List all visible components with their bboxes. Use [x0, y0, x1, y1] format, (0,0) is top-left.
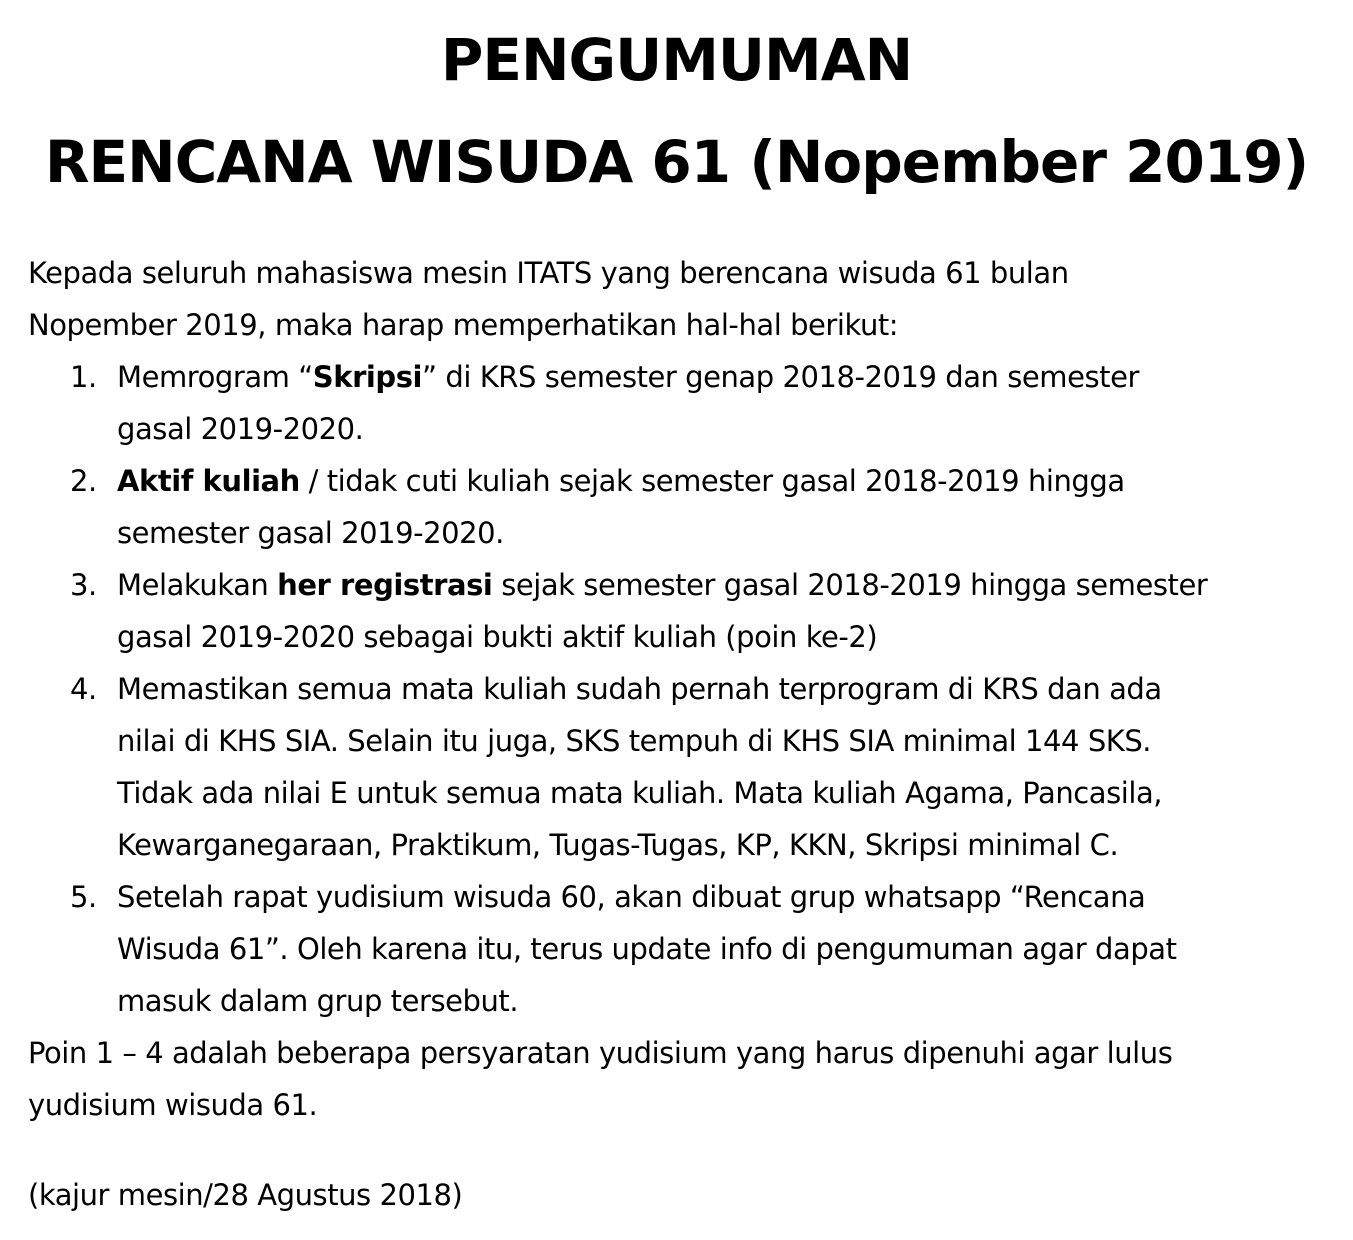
list-item-line: gasal 2019-2020.	[117, 412, 364, 446]
bold-term: Skripsi	[312, 360, 423, 394]
list-item-line: Memastikan semua mata kuliah sudah pernah terprogram di KRS dan ada	[117, 672, 1162, 706]
intro-line: Nopember 2019, maka harap memperhatikan hal-hal berikut:	[28, 308, 899, 342]
list-item-text	[117, 663, 1353, 871]
signature-line: (kajur mesin/28 Agustus 2018)	[28, 1178, 463, 1212]
list-item-text	[117, 559, 1353, 663]
bold-term: her registrasi	[277, 568, 493, 602]
list-item-line: semester gasal 2019-2020.	[117, 516, 504, 550]
list-item-line: Wisuda 61”. Oleh karena itu, terus update info di pengumuman agar dapat	[117, 932, 1177, 966]
list-number: 2.	[70, 464, 97, 498]
text-segment: Melakukan	[117, 568, 278, 602]
list-item	[0, 351, 1353, 455]
bold-term: Aktif kuliah	[117, 464, 300, 498]
list-item-line	[117, 559, 1353, 611]
closing-line: Poin 1 – 4 adalah beberapa persyaratan yudisium yang harus dipenuhi agar lulus	[28, 1036, 1173, 1070]
text-segment: / tidak cuti kuliah sejak semester gasal 2018-2019 hingga	[299, 464, 1125, 498]
list-item-line	[117, 455, 1353, 507]
announcement-heading: PENGUMUMAN	[440, 26, 913, 94]
list-item-line	[117, 351, 1353, 403]
list-item	[0, 455, 1353, 559]
list-item-line: Tidak ada nilai E untuk semua mata kuliah. Mata kuliah Agama, Pancasila,	[117, 776, 1163, 810]
list-number: 3.	[70, 568, 97, 602]
text-segment: ” di KRS semester genap 2018-2019 dan semester	[422, 360, 1139, 394]
closing-paragraph	[28, 1027, 1333, 1131]
list-item-line: gasal 2019-2020 sebagai bukti aktif kuliah (poin ke-2)	[117, 620, 878, 654]
list-item	[0, 871, 1353, 1027]
list-item-text	[117, 455, 1353, 559]
list-item-line: Kewarganegaraan, Praktikum, Tugas-Tugas, KP, KKN, Skripsi minimal C.	[117, 828, 1119, 862]
text-segment: Memrogram “	[117, 360, 313, 394]
list-item-line: masuk dalam grup tersebut.	[117, 984, 519, 1018]
list-item	[0, 663, 1353, 871]
list-number: 4.	[70, 672, 97, 706]
list-item-text	[117, 871, 1353, 1027]
list-item-line: Setelah rapat yudisium wisuda 60, akan dibuat grup whatsapp “Rencana	[117, 880, 1146, 914]
intro-line: Kepada seluruh mahasiswa mesin ITATS yang berencana wisuda 61 bulan	[28, 256, 1069, 290]
list-item-line: nilai di KHS SIA. Selain itu juga, SKS tempuh di KHS SIA minimal 144 SKS.	[117, 724, 1152, 758]
list-number: 5.	[70, 880, 97, 914]
list-item	[0, 559, 1353, 663]
requirements-list	[0, 351, 1353, 1027]
text-segment: sejak semester gasal 2018-2019 hingga semester	[492, 568, 1208, 602]
intro-paragraph	[28, 247, 1333, 351]
list-item-text	[117, 351, 1353, 455]
closing-line: yudisium wisuda 61.	[28, 1088, 318, 1122]
list-number: 1.	[70, 360, 97, 394]
announcement-subheading: RENCANA WISUDA 61 (Nopember 2019)	[44, 128, 1309, 196]
